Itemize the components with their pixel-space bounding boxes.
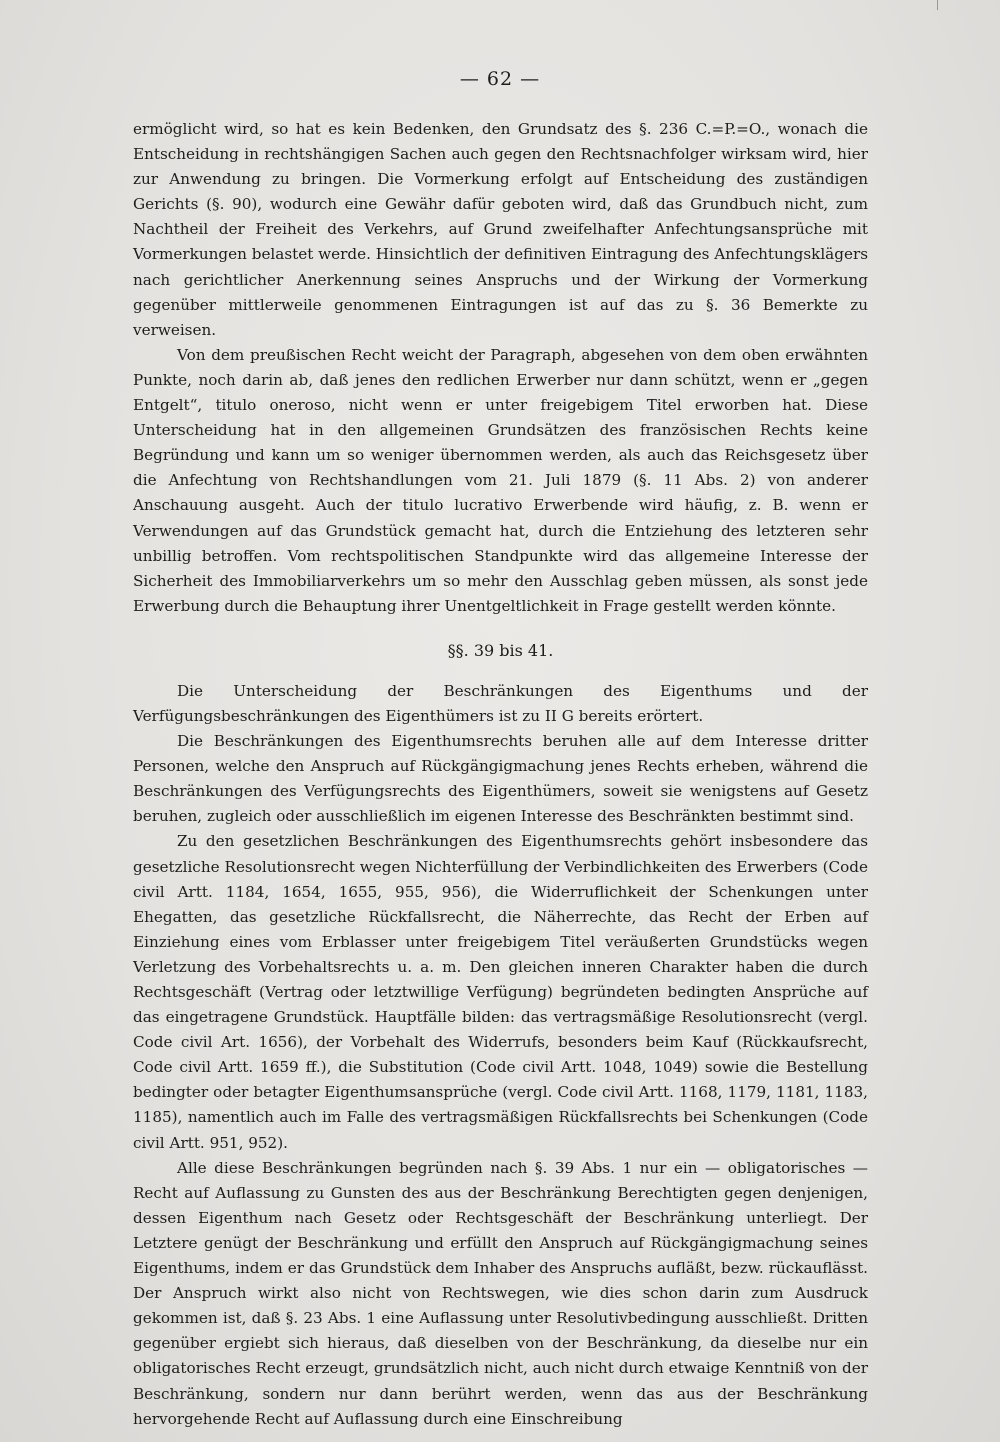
paragraph: Die Unterscheidung der Beschränkungen des Eigenthums und der Verfügungsbeschränkungen des Eigenthümers ist zu II G bereits erörtert. [133,681,868,725]
page-edge-mark [937,0,938,10]
paragraph: Alle diese Beschränkungen begründen nach §. 39 Abs. 1 nur ein — obligatorisches — Recht auf Auflassung zu Gunsten des aus der Beschränkung Berechtigten gegen denjenigen, dessen Eigenthum nach Gesetz oder Rechtsgeschäft der Beschränkung unterliegt. Der Letztere genügt der Beschränkung und erfüllt den Anspruch auf Rückgängigmachung seines Eigenthums, indem er das Grundstück dem Inhaber des Anspruchs aufläßt, bezw. rückauflässt. Der Anspruch wirkt also nicht von Rechtswegen, wie dies schon darin zum Ausdruck gekommen ist, daß §. 23 Abs. 1 eine Auflassung unter Resolutivbedingung ausschließt. Dritten gegenüber ergiebt sich hieraus, daß dieselben von der Beschränkung, da dieselbe nur ein obligatorisches Recht erzeugt, grundsätzlich nicht, auch nicht durch etwaige Kenntniß von der Beschränkung, sondern nur dann berührt werden, wenn das aus der Beschränkung hervorgehende Recht auf Auflassung durch eine Einschreibung [133,1158,868,1428]
paragraph: Die Beschränkungen des Eigenthumsrechts beruhen alle auf dem Interesse dritter Personen, welche den Anspruch auf Rückgängigmachung jenes Rechts erheben, während die Beschränkungen des Verfügungsrechts des Eigenthümers, soweit sie wenigstens auf Gesetz beruhen, zugleich oder ausschließlich im eigenen Interesse des Beschränkten bestimmt sind. [133,732,868,826]
paragraph: Zu den gesetzlichen Beschränkungen des Eigenthumsrechts gehört insbesondere das gesetzliche Resolutionsrecht wegen Nichterfüllung der Verbindlichkeiten des Erwerbers (Code civil Artt. 1184, 1654, 1655, 955, 956), die Widerruflichkeit der Schenkungen unter Ehegatten, das gesetzliche Rückfallsrecht, die Näherrechte, das Recht der Erben auf Einziehung eines vom Erblasser unter freigebigem Titel veräußerten Grundstücks wegen Verletzung des Vorbehaltsrechts u. a. m. Den gleichen inneren Charakter haben die durch Rechtsgeschäft (Vertrag oder letztwillige Verfügung) begründeten bedingten Ansprüche auf das eingetragene Grundstück. Hauptfälle bilden: das vertragsmäßige Resolutionsrecht (vergl. Code civil Art. 1656), der Vorbehalt des Widerrufs, besonders beim Kauf (Rückkaufsrecht, Code civil Artt. 1659 ff.), die Substitution (Code civil Artt. 1048, 1049) sowie die Bestellung bedingter oder betagter Eigenthumsansprüche (vergl. Code civil Artt. 1168, 1179, 1181, 1183, 1185), namentlich auch im Falle des vertragsmäßigen Rückfallsrechts bei Schenkungen (Code civil Artt. 951, 952). [133,832,868,1152]
paragraph: Von dem preußischen Recht weicht der Paragraph, abgesehen von dem oben erwähnten Punkte, noch darin ab, daß jenes den redlichen Erwerber nur dann schützt, wenn er „gegen Entgelt“, titulo oneroso, nicht wenn er unter freigebigem Titel erworben hat. Diese Unterscheidung hat in den allgemeinen Grundsätzen des französischen Rechts keine Begründung und kann um so weniger übernommen werden, als auch das Reichsgesetz über die Anfechtung von Rechtshandlungen vom 21. Juli 1879 (§. 11 Abs. 2) von anderer Anschauung ausgeht. Auch der titulo lucrativo Erwerbende wird häufig, z. B. wenn er Verwendungen auf das Grundstück gemacht hat, durch die Entziehung des letzteren sehr unbillig betroffen. Vom rechtspolitischen Standpunkte wird das allgemeine Interesse der Sicherheit des Immobiliarverkehrs um so mehr den Ausschlag geben müssen, als sonst jede Erwerbung durch die Behauptung ihrer Unentgeltlichkeit in Frage gestellt werden könnte. [133,345,868,615]
section-heading: §§. 39 bis 41. [447,640,554,660]
page-number: — 62 — [459,68,541,90]
body-text [133,117,868,1432]
paragraph-continued: ermöglicht wird, so hat es kein Bedenken, den Grundsatz des §. 236 C.=P.=O., wonach die Entscheidung in rechtshängigen Sachen auch gegen den Rechtsnachfolger wirksam wird, hier zur Anwendung zu bringen. Die Vormerkung erfolgt auf Entscheidung des zuständigen Gerichts (§. 90), wodurch eine Gewähr dafür geboten wird, daß das Grundbuch nicht, zum Nachtheil der Freiheit des Verkehrs, auf Grund zweifelhafter Anfechtungsansprüche mit Vormerkungen belastet werde. Hinsichtlich der definitiven Eintragung des Anfechtungsklägers nach gerichtlicher Anerkennung seines Anspruchs und der Wirkung der Vormerkung gegenüber mittlerweile genommenen Eintragungen ist auf das zu §. 36 Bemerkte zu verweisen. [133,120,868,339]
